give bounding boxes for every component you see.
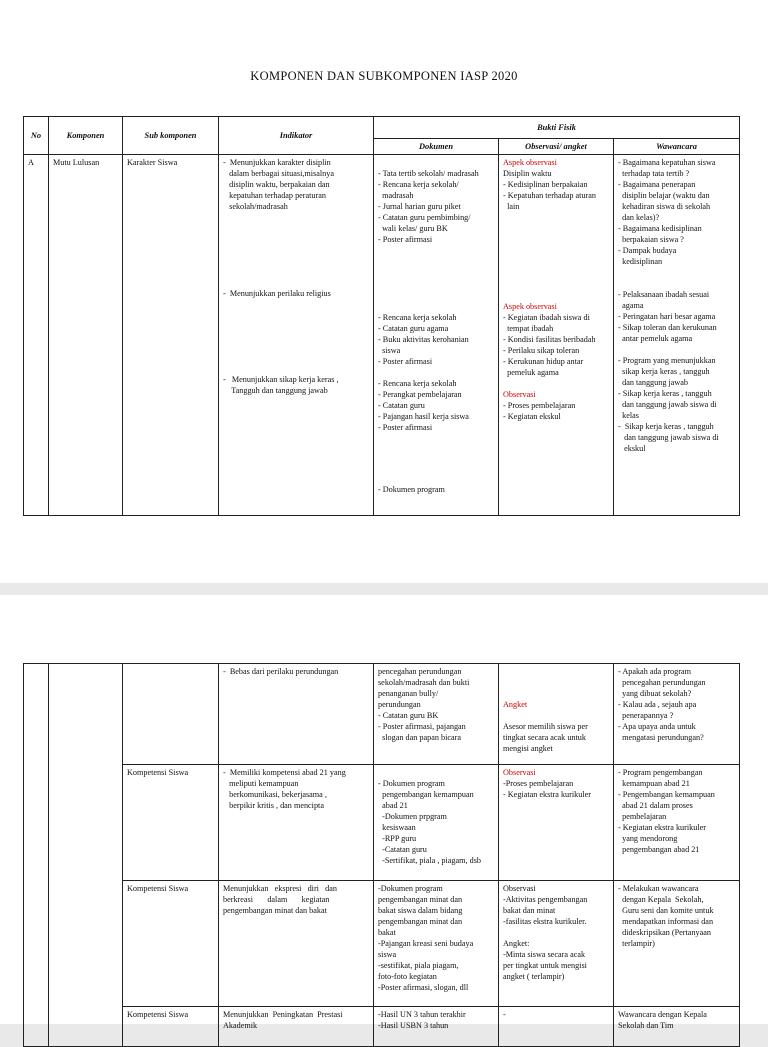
text-line: - Catatan guru BK <box>378 711 439 720</box>
component-table-page-2 <box>23 663 740 1047</box>
cell-indikator-r1 <box>219 664 374 765</box>
header-bukti-fisik: Bukti Fisik <box>374 117 740 139</box>
text-line: Tangguh dan tanggung jawab <box>223 386 328 395</box>
cell-text-lines <box>503 883 609 982</box>
text-line: -RPP guru <box>378 834 417 843</box>
text-line: - Buku aktivitas kerohanian <box>378 335 469 344</box>
text-line <box>503 927 609 938</box>
cell-dokumen-r3 <box>374 881 499 1007</box>
text-line: siswa <box>378 950 397 959</box>
text-line: -Catatan guru <box>378 845 427 854</box>
text-line: - Menunjukkan sikap kerja keras , <box>223 375 339 384</box>
cell-text-lines <box>223 883 369 916</box>
component-table-page-1 <box>23 116 740 516</box>
text-line: pemeluk agama <box>503 368 559 377</box>
angket-heading: Angket <box>503 700 528 709</box>
text-line: meliputi kemampuan <box>223 779 299 788</box>
text-line: - Perangkat pembelajaran <box>378 390 462 399</box>
text-line: kelas <box>618 411 639 420</box>
text-line: -Hasil USBN 3 tahun <box>378 1021 449 1030</box>
text-line: - Kondisi fasilitas beribadah <box>503 335 596 344</box>
text-line: dan tanggung jawab siswa di <box>618 433 719 442</box>
text-line: dan kelas)? <box>618 213 660 222</box>
cell-text-lines <box>223 767 369 811</box>
observasi-heading-2: Aspek observasi <box>503 302 557 311</box>
text-line: - Pelaksanaan ibadah sesuai <box>618 290 710 299</box>
text-line: mengisi angket <box>503 744 553 753</box>
text-line: terhadap tata tertib ? <box>618 169 690 178</box>
text-line: pembelajaran <box>618 812 667 821</box>
text-line: dengan Kepala Sekolah, <box>618 895 704 904</box>
cell-sub-komponen-r1 <box>123 664 219 765</box>
text-line: - Bagaimana kedisiplinan <box>618 224 702 233</box>
text-line: perundungan <box>378 700 421 709</box>
cell-wawancara-r4 <box>614 1007 740 1047</box>
text-line: Wawancara dengan Kepala <box>618 1010 707 1019</box>
text-line: sikap kerja keras , tangguh <box>618 367 710 376</box>
text-line: Observasi <box>503 884 536 893</box>
cell-text-lines <box>503 778 609 800</box>
cell-text-lines <box>378 1009 494 1031</box>
text-line: tingkat secara acak untuk <box>503 733 586 742</box>
text-line: - Sikap kerja keras , tangguh <box>618 389 712 398</box>
indikator-religius <box>223 288 369 299</box>
text-line: Menunjukkan Peningkatan Prestasi <box>223 1010 343 1019</box>
text-line: berkomunikasi, bekerjasama , <box>223 790 327 799</box>
text-line: kehadiran siswa di sekolah <box>618 202 711 211</box>
text-line: - Program yang menunjukkan <box>618 356 716 365</box>
wawancara-religius <box>618 289 735 344</box>
cell-text-lines <box>378 778 494 866</box>
text-line: Guru seni dan komite untuk <box>618 906 714 915</box>
text-line: Menunjukkan ekspresi diri dan <box>223 884 337 893</box>
indikator-disiplin <box>223 157 369 212</box>
text-line: mengatasi perundungan? <box>618 733 704 742</box>
cell-text-lines <box>618 1009 735 1031</box>
header-komponen: Komponen <box>49 117 123 155</box>
text-line: - Peringatan hari besar agama <box>618 312 716 321</box>
text-line: sekolah/madrasah <box>223 202 288 211</box>
text-line: -Dokumen prpgram <box>378 812 447 821</box>
text-line: sekolah/madrasah dan bukti <box>378 678 470 687</box>
cell-sub-komponen-r2: Kompetensi Siswa <box>123 765 219 881</box>
text-line: angket ( terlampir) <box>503 972 565 981</box>
text-line: pencegahan perundungan <box>378 667 462 676</box>
cell-text-lines <box>378 666 494 743</box>
wawancara-disiplin <box>618 157 735 267</box>
text-line: - Kalau ada , sejauh apa <box>618 700 697 709</box>
text-line: kemampuan abad 21 <box>618 779 690 788</box>
cell-dokumen-r4 <box>374 1007 499 1047</box>
text-line: -Pajangan kreasi seni budaya <box>378 939 474 948</box>
document-title: KOMPONEN DAN SUBKOMPONEN IASP 2020 <box>250 69 518 83</box>
text-line: agama <box>618 301 644 310</box>
observasi-kerja-keras <box>503 400 609 422</box>
text-line: - <box>503 1010 506 1019</box>
text-line: - Memiliki kompetensi abad 21 yang <box>223 768 346 777</box>
text-line: - Pajangan hasil kerja siswa <box>378 412 469 421</box>
text-line: - Dampak budaya <box>618 246 677 255</box>
text-line: - Program pengembangan <box>618 768 703 777</box>
text-line: Asesor memilih siswa per <box>503 722 588 731</box>
cell-text-lines <box>618 767 735 855</box>
text-line: - Poster afirmasi <box>378 235 433 244</box>
text-line: - Bagaimana kepatuhan siswa <box>618 158 716 167</box>
observasi-heading-1: Aspek observasi <box>503 158 557 167</box>
text-line: pengembangan abad 21 <box>618 845 700 854</box>
text-line: - Rencana kerja sekolah <box>378 379 457 388</box>
text-line: Akademik <box>223 1021 258 1030</box>
text-line: - Kedisiplinan berpakaian <box>503 180 588 189</box>
text-line: berpakaian siswa ? <box>618 235 684 244</box>
text-line: berkreasi dalam kegiatan <box>223 895 330 904</box>
text-line: - Kegiatan ekskul <box>503 412 561 421</box>
cell-observasi-r3 <box>499 881 614 1007</box>
text-line: pengembangan minat dan <box>378 917 463 926</box>
text-line: - Rencana kerja sekolah <box>378 313 457 322</box>
text-line: - Catatan guru pembimbing/ <box>378 213 471 222</box>
text-line: tempat ibadah <box>503 324 554 333</box>
text-line: bakat siswa dalam bidang <box>378 906 463 915</box>
cell-text-lines <box>378 883 494 993</box>
text-line: -Poster afirmasi, slogan, dll <box>378 983 469 992</box>
text-line: - Kegiatan ibadah siswa di <box>503 313 590 322</box>
cell-sub-komponen: Karakter Siswa <box>123 155 219 516</box>
cell-no-continued <box>24 664 49 1047</box>
header-observasi: Observasi/ angket <box>499 139 614 155</box>
text-line: dan tanggung jawab <box>618 378 689 387</box>
text-line: dalam berbagai situasi,misalnya <box>223 169 334 178</box>
cell-sub-komponen-r3: Kompetensi Siswa <box>123 881 219 1007</box>
text-line: abad 21 <box>378 801 408 810</box>
text-line: - Proses pembelajaran <box>503 401 576 410</box>
text-line: slogan dan papan bicara <box>378 733 461 742</box>
cell-observasi <box>499 155 614 516</box>
text-line: - Bagaimana penerapan <box>618 180 696 189</box>
observasi-heading-3: Observasi <box>503 390 536 399</box>
header-sub-komponen: Sub komponen <box>123 117 219 155</box>
cell-wawancara-r3 <box>614 881 740 1007</box>
text-line: kesiswaan <box>378 823 416 832</box>
text-line: Sekolah dan Tim <box>618 1021 674 1030</box>
text-line: - Menunjukkan perilaku religius <box>223 289 331 298</box>
cell-dokumen-r1 <box>374 664 499 765</box>
text-line: abad 21 dalam proses <box>618 801 693 810</box>
cell-indikator-r4 <box>219 1007 374 1047</box>
cell-indikator-r3 <box>219 881 374 1007</box>
text-line: kepatuhan terhadap peraturan <box>223 191 326 200</box>
text-line: - Tata tertib sekolah/ madrasah <box>378 169 479 178</box>
text-line: madrasah <box>378 191 414 200</box>
cell-komponen-continued <box>49 664 123 1047</box>
text-line: - Sikap kerja keras , tangguh <box>618 422 714 431</box>
text-line: -fasilitas ekstra kurikuler. <box>503 917 587 926</box>
text-line: - Perilaku sikap toleran <box>503 346 580 355</box>
cell-text-lines <box>618 666 735 743</box>
text-line: -Sertifikat, piala , piagam, dsb <box>378 856 481 865</box>
text-line: penerapannya ? <box>618 711 674 720</box>
dokumen-program <box>378 484 494 495</box>
text-line: - Catatan guru <box>378 401 425 410</box>
cell-text-lines <box>503 721 609 754</box>
cell-sub-komponen-r4: Kompetensi Siswa <box>123 1007 219 1047</box>
text-line: - Catatan guru agama <box>378 324 449 333</box>
cell-no: A <box>24 155 49 516</box>
cell-indikator-r2 <box>219 765 374 881</box>
text-line: mendapatkan informasi dan <box>618 917 714 926</box>
text-line: - Kepatuhan terhadap aturan <box>503 191 596 200</box>
text-line: - Kegiatan ekstra kurikuler <box>503 790 591 799</box>
text-line: - Menunjukkan karakter disiplin <box>223 158 331 167</box>
wawancara-kerja-keras <box>618 355 735 454</box>
text-line: kedisiplinan <box>618 257 663 266</box>
cell-observasi-r1 <box>499 664 614 765</box>
text-line: -Dokumen program <box>378 884 443 893</box>
text-line: dideskripsikan (Pertanyaan <box>618 928 711 937</box>
text-line: -Minta siswa secara acak <box>503 950 586 959</box>
text-line: penanganan bully/ <box>378 689 439 698</box>
header-wawancara: Wawancara <box>614 139 740 155</box>
cell-dokumen <box>374 155 499 516</box>
text-line: - Poster afirmasi <box>378 357 433 366</box>
text-line: - Poster afirmasi <box>378 423 433 432</box>
text-line: siswa <box>378 346 401 355</box>
cell-wawancara <box>614 155 740 516</box>
dokumen-kerja-keras <box>378 378 494 433</box>
text-line: - Rencana kerja sekolah/ <box>378 180 459 189</box>
cell-wawancara-r1 <box>614 664 740 765</box>
cell-text-lines <box>618 883 735 949</box>
indikator-kerja-keras <box>223 374 369 396</box>
text-line: wali kelas/ guru BK <box>378 224 448 233</box>
text-line: - Apa upaya anda untuk <box>618 722 696 731</box>
text-line: - Melakukan wawancara <box>618 884 699 893</box>
text-line: - Dokumen program <box>378 779 445 788</box>
text-line: pengembangan minat dan <box>378 895 463 904</box>
text-line: ekskul <box>618 444 646 453</box>
header-no: No <box>24 117 49 155</box>
text-line: -Hasil UN 3 tahun terakhir <box>378 1010 466 1019</box>
header-indikator: Indikator <box>219 117 374 155</box>
cell-text-lines <box>503 1009 609 1020</box>
text-line: - Kegiatan ekstra kurikuler <box>618 823 706 832</box>
text-line: -Aktivitas pengembangan <box>503 895 588 904</box>
cell-komponen: Mutu Lulusan <box>49 155 123 516</box>
text-line: - Apakah ada program <box>618 667 691 676</box>
dokumen-disiplin <box>378 168 494 245</box>
text-line: bakat dan minat <box>503 906 556 915</box>
text-line: dan tanggung jawab siswa di <box>618 400 717 409</box>
cell-wawancara-r2 <box>614 765 740 881</box>
text-line: foto-foto kegiatan <box>378 972 437 981</box>
text-line: berpikir kritis , dan mencipta <box>223 801 324 810</box>
dokumen-religius <box>378 312 494 367</box>
observasi-disiplin <box>503 168 609 212</box>
cell-dokumen-r2 <box>374 765 499 881</box>
text-line: Angket: <box>503 939 530 948</box>
observasi-heading-r2: Observasi <box>503 768 536 777</box>
text-line: -sestifikat, piala piagam, <box>378 961 459 970</box>
observasi-religius <box>503 312 609 378</box>
text-line: pengembangan minat dan bakat <box>223 906 327 915</box>
text-line: antar pemeluk agama <box>618 334 693 343</box>
text-line: -Proses pembelajaran <box>503 779 574 788</box>
text-line: - Kerukunan hidup antar <box>503 357 584 366</box>
cell-text-lines <box>223 666 369 677</box>
text-line: yang dibuat sekolah? <box>618 689 692 698</box>
text-line: per tingkat untuk mengisi <box>503 961 587 970</box>
text-line: - Poster afirmasi, pajangan <box>378 722 466 731</box>
text-line: - Bebas dari perilaku perundungan <box>223 667 339 676</box>
cell-observasi-r4 <box>499 1007 614 1047</box>
text-line: Disiplin waktu <box>503 169 552 178</box>
text-line: lain <box>503 202 520 211</box>
text-line: disiplin waktu, berpakaian dan <box>223 180 330 189</box>
text-line: bakat <box>378 928 396 937</box>
text-line: pengembangan kemampuan <box>378 790 474 799</box>
cell-indikator <box>219 155 374 516</box>
text-line: - Dokumen program <box>378 485 445 494</box>
cell-text-lines <box>223 1009 369 1031</box>
cell-observasi-r2 <box>499 765 614 881</box>
text-line: - Pengembangan kemampuan <box>618 790 715 799</box>
text-line: pencegahan perundungan <box>618 678 706 687</box>
text-line: terlampir) <box>618 939 655 948</box>
header-dokumen: Dokumen <box>374 139 499 155</box>
text-line: - Jurnal harian guru piket <box>378 202 461 211</box>
text-line: - Sikap toleran dan kerukunan <box>618 323 717 332</box>
text-line: yang mendorong <box>618 834 678 843</box>
text-line: disiplin belajar (waktu dan <box>618 191 710 200</box>
